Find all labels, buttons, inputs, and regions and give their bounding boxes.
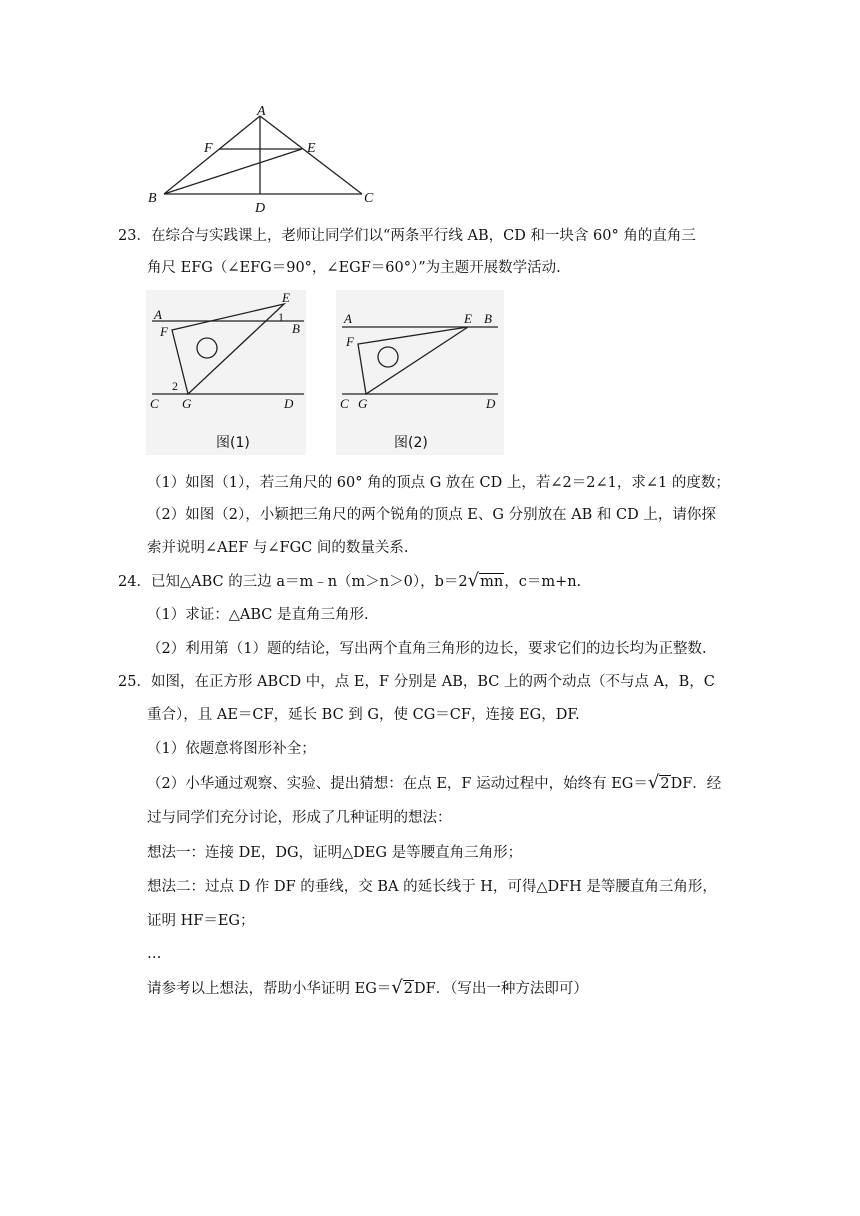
label-d: D (486, 396, 496, 411)
q25-idea2-line2: 证明 HF＝EG； (147, 913, 255, 929)
q25-final: 请参考以上想法，帮助小华证明 EG＝√2DF．（写出一种方法即可） (147, 977, 588, 998)
set-square-hole (197, 338, 217, 358)
label-b: B (484, 311, 492, 326)
q25-part2-line2: 过与同学们充分讨论，形成了几种证明的想法： (147, 810, 452, 826)
sqrt-2: √2 (647, 772, 670, 793)
q25-number: 25． (118, 674, 151, 690)
q23-figure-1 (146, 290, 306, 455)
angle-1-label: 1 (278, 310, 284, 324)
label-a: A (154, 307, 162, 322)
q25-line2: 重合），且 AE＝CF，延长 BC 到 G，使 CG＝CF，连接 EG，DF. (147, 707, 580, 723)
q24-part1: （1）求证：△ABC 是直角三角形. (147, 607, 369, 623)
figure-2-caption: 图(2) (394, 435, 428, 451)
q24-line1: 24．已知△ABC 的三边 a＝m﹣n（m＞n＞0），b＝2√mn，c＝m+n. (118, 570, 582, 591)
label-d: D (284, 396, 294, 411)
q25-line1: 25．如图，在正方形 ABCD 中，点 E，F 分别是 AB，BC 上的两个动点（不与点 A，B，C (118, 674, 715, 690)
q25-idea1: 想法一：连接 DE，DG，证明△DEG 是等腰直角三角形； (147, 845, 523, 861)
triangle-abc-figure (140, 104, 380, 216)
label-d: D (255, 201, 266, 216)
q23-line1: 23．在综合与实践课上，老师让同学们以“两条平行线 AB，CD 和一块含 60° 角的直角三 (118, 228, 696, 244)
label-c: C (340, 396, 349, 411)
q25-idea2-line1: 想法二：过点 D 作 DF 的垂线，交 BA 的延长线于 H，可得△DFH 是等腰直角三角形， (147, 879, 717, 895)
label-b: B (148, 191, 157, 206)
segment-be (164, 149, 302, 194)
label-f: F (346, 334, 354, 349)
label-e: E (307, 141, 316, 156)
q24-part2: （2）利用第（1）题的结论，写出两个直角三角形的边长，要求它们的边长均为正整数. (147, 641, 707, 657)
label-g: G (358, 396, 368, 411)
label-e: E (282, 290, 290, 305)
angle-2-label: 2 (172, 379, 178, 393)
label-f: F (204, 141, 213, 156)
label-c: C (150, 396, 159, 411)
label-c: C (364, 191, 374, 206)
label-a: A (257, 104, 266, 119)
q23-part2-line2: 索并说明∠AEF 与∠FGC 间的数量关系. (147, 540, 409, 556)
set-square (172, 304, 284, 394)
label-e: E (464, 311, 472, 326)
q25-part2-line1: （2）小华通过观察、实验、提出猜想：在点 E，F 运动过程中，始终有 EG＝√2DF．经 (147, 772, 722, 793)
sqrt-mn: √mn (467, 570, 504, 591)
q25-part1: （1）依题意将图形补全； (147, 741, 316, 757)
label-b: B (292, 321, 300, 336)
q25-ellipsis: … (147, 946, 162, 962)
set-square (358, 327, 468, 394)
figure-1-caption: 图(1) (216, 435, 250, 451)
q23-number: 23． (118, 228, 151, 244)
q23-part1: （1）如图（1），若三角尺的 60° 角的顶点 G 放在 CD 上，若∠2＝2∠1，求∠1 的度数； (147, 475, 730, 491)
label-a: A (344, 311, 352, 326)
label-f: F (160, 324, 168, 339)
q23-figure-2 (336, 290, 504, 455)
sqrt-2-final: √2 (391, 977, 413, 998)
q24-number: 24． (118, 574, 151, 590)
set-square-hole (378, 347, 398, 367)
q23-line2: 角尺 EFG（∠EFG＝90°，∠EGF＝60°）”为主题开展数学活动. (147, 260, 561, 276)
q23-part2-line1: （2）如图（2），小颖把三角尺的两个锐角的顶点 E、G 分别放在 AB 和 CD 上，请你探 (147, 507, 716, 523)
label-g: G (182, 396, 192, 411)
